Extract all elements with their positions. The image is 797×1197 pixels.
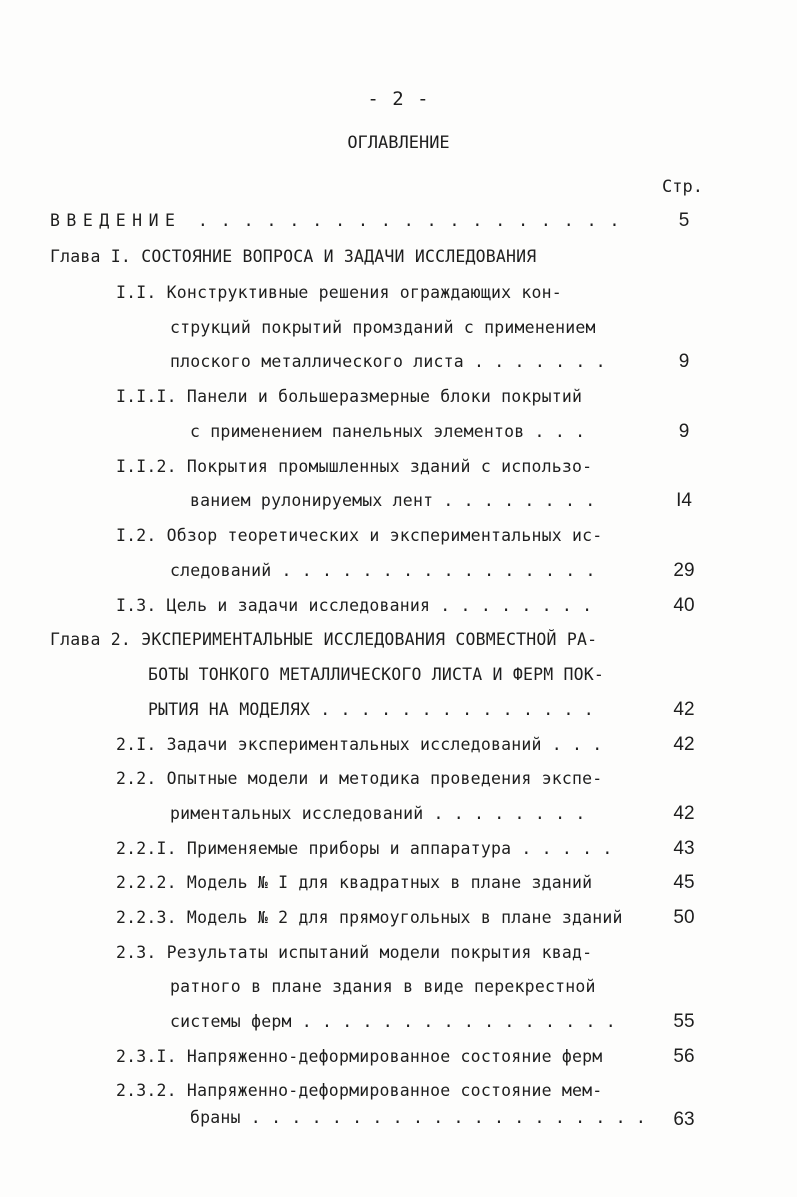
- toc-entry-line: струкций покрытий промзданий с применением: [170, 318, 596, 337]
- toc-entry-line: системы ферм . . . . . . . . . . . . . . . .: [170, 1012, 616, 1031]
- toc-entry-line: плоского металлического листа . . . . . . .: [170, 352, 606, 371]
- toc-entry-line: I.3. Цель и задачи исследования . . . . . . . .: [116, 596, 593, 615]
- toc-page-number: 45: [673, 872, 695, 893]
- toc-page-number: 29: [673, 560, 695, 581]
- toc-entry-line: РЫТИЯ НА МОДЕЛЯХ . . . . . . . . . . . . . .: [148, 700, 594, 719]
- toc-entry-line: 2.I. Задачи экспериментальных исследований . . .: [116, 735, 603, 754]
- toc-entry-text: ВВЕДЕНИЕ: [50, 211, 182, 230]
- toc-page-number: 55: [673, 1011, 695, 1032]
- toc-entry-line: 2.3.2. Напряженно-деформированное состояние мем-: [116, 1081, 603, 1100]
- toc-entry-line: ратного в плане здания в виде перекрестной: [170, 977, 596, 996]
- toc-entry-line: 2.2.2. Модель № I для квадратных в плане зданий: [116, 873, 593, 892]
- toc-entry-line: I.2. Обзор теоретических и экспериментальных ис-: [116, 526, 603, 545]
- toc-entry-intro: [50, 211, 621, 231]
- toc-entry-line: с применением панельных элементов . . .: [190, 422, 586, 441]
- toc-page-number: 42: [673, 734, 695, 755]
- toc-entry-line: риментальных исследований . . . . . . . .: [170, 804, 586, 823]
- toc-page-number: 42: [673, 803, 695, 824]
- toc-entry-line: 2.2.3. Модель № 2 для прямоугольных в плане зданий: [116, 908, 623, 927]
- toc-page-number: I4: [676, 490, 692, 511]
- page-number: - 2 -: [367, 88, 430, 110]
- toc-chapter-1: Глава I. СОСТОЯНИЕ ВОПРОСА И ЗАДАЧИ ИССЛЕДОВАНИЯ: [50, 247, 537, 266]
- toc-page-number: 63: [673, 1109, 695, 1130]
- page-title: ОГЛАВЛЕНИЕ: [347, 133, 450, 153]
- toc-page-number: 5: [678, 210, 690, 231]
- toc-page-number: 56: [673, 1046, 695, 1067]
- toc-chapter-2: Глава 2. ЭКСПЕРИМЕНТАЛЬНЫЕ ИССЛЕДОВАНИЯ СОВМЕСТНОЙ РА-: [50, 630, 598, 649]
- toc-entry-line: 2.2.I. Применяемые приборы и аппаратура . . . . .: [116, 839, 613, 858]
- toc-page-number: 9: [678, 351, 690, 372]
- toc-page-number: 43: [673, 838, 695, 859]
- toc-page-number: 9: [678, 421, 690, 442]
- toc-entry-line: I.I.I. Панели и большеразмерные блоки покрытий: [116, 387, 583, 406]
- toc-entry-line: 2.2. Опытные модели и методика проведения экспе-: [116, 769, 603, 788]
- toc-entry-line: следований . . . . . . . . . . . . . . . .: [170, 561, 596, 580]
- toc-entry-line: I.I. Конструктивные решения ограждающих кон-: [116, 283, 562, 302]
- toc-leader: . . . . . . . . . . . . . . . . . . .: [197, 211, 621, 230]
- toc-entry-line: браны . . . . . . . . . . . . . . . . . . . .: [190, 1108, 647, 1127]
- toc-entry-line: 2.3.I. Напряженно-деформированное состояние ферм: [116, 1047, 603, 1066]
- toc-entry-line: ванием рулонируемых лент . . . . . . . .: [190, 491, 596, 510]
- toc-entry-line: БОТЫ ТОНКОГО МЕТАЛЛИЧЕСКОГО ЛИСТА И ФЕРМ ПОК-: [148, 665, 605, 684]
- page-column-label: Стр.: [662, 177, 703, 197]
- toc-entry-line: I.I.2. Покрытия промышленных зданий с использо-: [116, 457, 593, 476]
- toc-page-number: 40: [673, 595, 695, 616]
- toc-page-number: 42: [673, 699, 695, 720]
- toc-entry-line: 2.3. Результаты испытаний модели покрытия квад-: [116, 943, 593, 962]
- toc-page-number: 50: [673, 907, 695, 928]
